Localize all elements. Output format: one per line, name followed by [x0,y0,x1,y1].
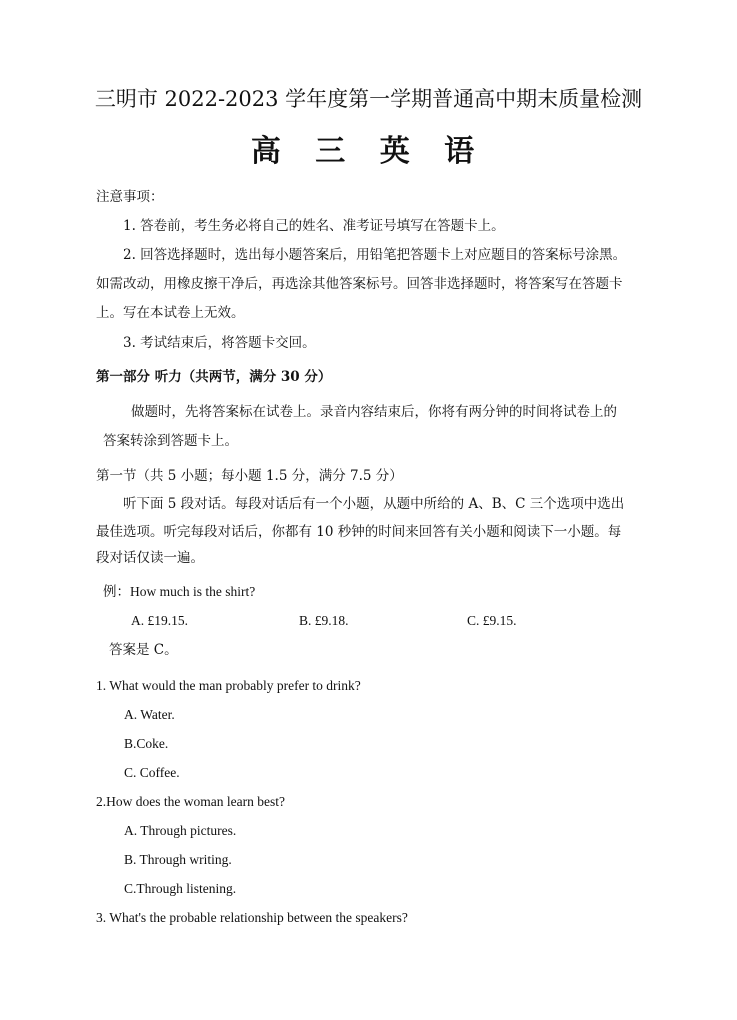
notes-item-1: 1. 答卷前，考生务必将自己的姓名、准考证号填写在答题卡上。 [123,218,505,234]
question-2-option-a: A. Through pictures. [124,823,237,838]
example-option-b: B. £9.18. [299,613,349,628]
notes-item-2-line-2: 如需改动，用橡皮擦干净后，再选涂其他答案标号。回答非选择题时，将答案写在答题卡 [96,276,623,292]
question-3-stem: 3. What's the probable relationship between the speakers? [96,910,408,925]
question-2-option-c: C.Through listening. [124,881,237,896]
example-answer: 答案是 C。 [109,642,178,658]
question-2-option-b: B. Through writing. [124,852,232,867]
part1-intro-line-1: 做题时，先将答案标在试卷上。录音内容结束后，你将有两分钟的时间将试卷上的 [131,404,617,420]
part1-intro-line-2: 答案转涂到答题卡上。 [103,433,238,449]
subject-title: 高 三 英 语 [250,134,487,169]
section1-instructions-line-2: 最佳选项。听完每段对话后，你都有 10 秒钟的时间来回答有关小题和阅读下一小题。每 [96,524,622,540]
section1-heading: 第一节（共 5 小题；每小题 1.5 分，满分 7.5 分） [96,468,403,484]
question-1-option-a: A. Water. [124,707,175,722]
question-1-stem: 1. What would the man probably prefer to drink? [96,678,361,693]
example-question: 例：How much is the shirt? [103,584,256,599]
question-2-stem: 2.How does the woman learn best? [96,794,285,809]
exam-name-header: 三明市 2022-2023 学年度第一学期普通高中期末质量检测 [94,87,643,111]
notes-item-2-line-3: 上。写在本试卷上无效。 [96,305,245,321]
section1-instructions-line-1: 听下面 5 段对话。每段对话后有一个小题，从题中所给的 A、B、C 三个选项中选出 [123,496,625,512]
part1-heading: 第一部分 听力（共两节，满分 30 分） [96,369,332,385]
notes-item-3: 3. 考试结束后，将答题卡交回。 [123,335,316,351]
example-option-c: C. £9.15. [467,613,517,628]
section1-instructions-line-3: 段对话仅读一遍。 [96,550,204,566]
question-1-option-b: B.Coke. [124,736,169,751]
notes-heading: 注意事项： [96,189,164,205]
notes-item-2-line-1: 2. 回答选择题时，选出每小题答案后，用铅笔把答题卡上对应题目的答案标号涂黑。 [123,247,627,263]
question-1-option-c: C. Coffee. [124,765,180,780]
example-option-a: A. £19.15. [131,613,188,628]
